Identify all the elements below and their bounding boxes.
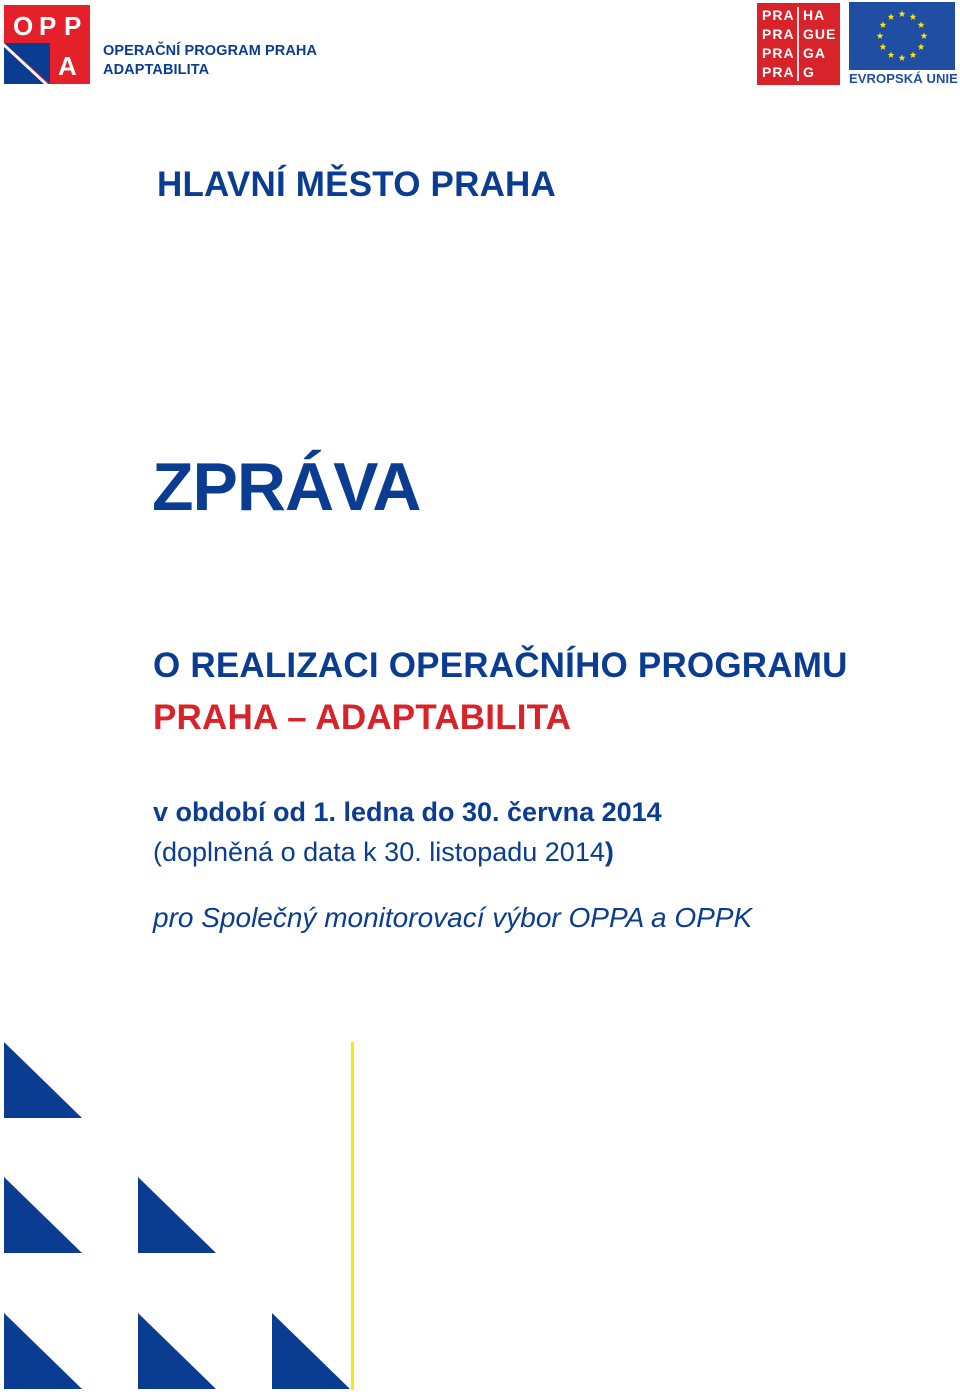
- prague-logo-text: PRA: [762, 64, 795, 80]
- prague-logo: [757, 3, 840, 85]
- svg-text:O: O: [13, 11, 34, 41]
- svg-text:A: A: [58, 51, 77, 81]
- svg-text:P: P: [39, 11, 57, 41]
- document-title: ZPRÁVA: [152, 449, 421, 525]
- update-note-text: (doplněná o data k 30. listopadu 2014: [153, 837, 605, 867]
- document-heading: HLAVNÍ MĚSTO PRAHA: [157, 165, 556, 204]
- blue-triangle-icon: [138, 1313, 216, 1389]
- yellow-divider-line: [351, 1042, 354, 1390]
- eu-flag-icon: [849, 2, 955, 70]
- document-update-note: [153, 837, 614, 868]
- eu-label: EVROPSKÁ UNIE: [849, 71, 958, 86]
- blue-triangle-icon: [4, 1042, 82, 1118]
- document-audience: pro Společný monitorovací výbor OPPA a OPPK: [153, 902, 753, 933]
- prague-logo-text: GUE: [803, 26, 837, 42]
- prague-logo-text: HA: [803, 7, 826, 23]
- oppa-program-name: OPERAČNÍ PROGRAM PRAHA: [103, 43, 318, 59]
- document-program-name: PRAHA – ADAPTABILITA: [153, 698, 572, 737]
- prague-logo-text: PRA: [762, 26, 795, 42]
- prague-logo-text: PRA: [762, 45, 795, 61]
- blue-triangle-icon: [272, 1313, 350, 1389]
- blue-triangle-icon: [4, 1313, 82, 1389]
- blue-triangle-icon: [4, 1177, 82, 1253]
- prague-logo-text: PRA: [762, 7, 795, 23]
- update-note-close: ): [604, 837, 614, 867]
- oppa-program-subname: ADAPTABILITA: [103, 62, 210, 78]
- prague-logo-text: G: [803, 64, 815, 80]
- blue-triangle-icon: [138, 1177, 216, 1253]
- svg-text:P: P: [64, 11, 82, 41]
- oppa-logo: [4, 5, 90, 84]
- prague-logo-text: GA: [803, 45, 826, 61]
- document-subtitle: O REALIZACI OPERAČNÍHO PROGRAMU: [153, 646, 848, 685]
- document-period: v období od 1. ledna do 30. června 2014: [153, 797, 662, 827]
